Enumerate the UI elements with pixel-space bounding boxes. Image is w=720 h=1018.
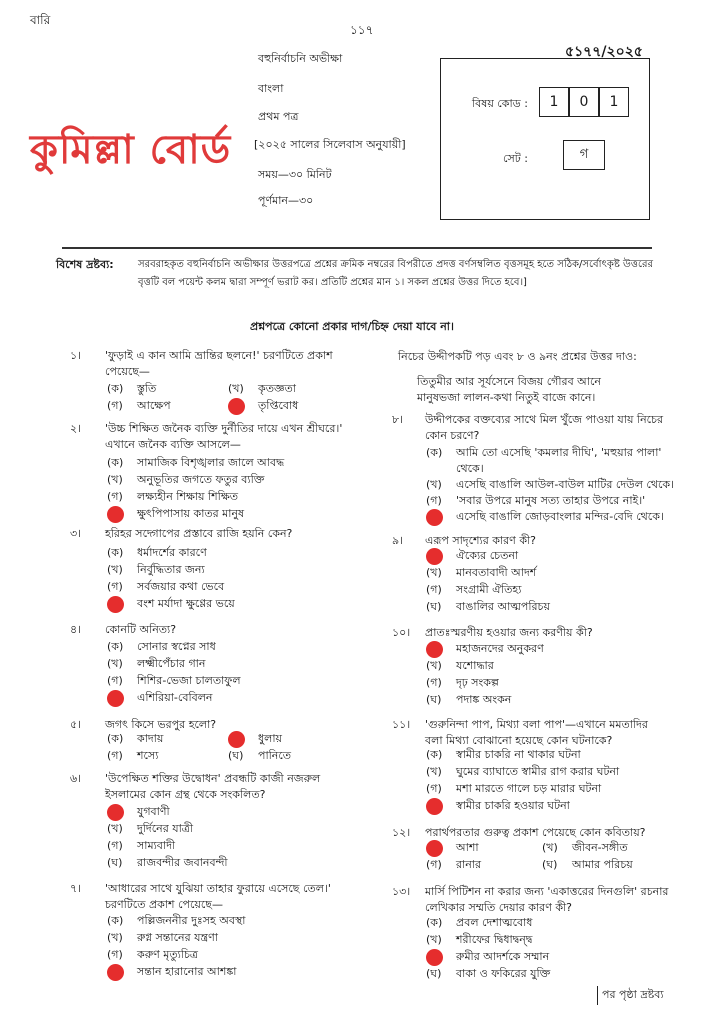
answer-option	[107, 397, 171, 416]
option-letter: (ঘ)	[542, 858, 558, 871]
corner-label: বারি	[30, 13, 51, 27]
filled-answer-bubble	[228, 398, 245, 415]
option-text: সংগ্রামী ঐতিহ্য	[456, 583, 522, 596]
filled-answer-bubble	[107, 596, 124, 613]
option-letter: (ক)	[107, 456, 124, 469]
full-marks: পূর্ণমান—৩০	[258, 194, 314, 207]
option-text: শরীফের দ্বিধাদ্বন্দ্ব	[456, 933, 533, 946]
option-letter: (গ)	[107, 580, 123, 593]
question-stem: জগৎ কিসে ভরপুর হলো?	[105, 718, 217, 731]
option-letter: (খ)	[107, 822, 123, 835]
question-number: ৫।	[70, 718, 82, 731]
option-text: ঘুমের ব্যাঘাতে স্বামীর রাগ করার ঘটনা	[456, 765, 620, 778]
filled-answer-bubble	[426, 509, 443, 526]
option-text: কাদায়	[137, 732, 164, 745]
option-letter: (ঘ)	[228, 749, 244, 762]
option-text: আশা	[456, 841, 479, 854]
question-stem-continued: এখানে জনৈক ব্যক্তি আসলে—	[105, 438, 241, 451]
option-text: শিশির-ভেজা চালতাফুল	[137, 674, 241, 687]
time: সময়—৩০ মিনিট	[258, 168, 332, 181]
option-text: ধুলায়	[258, 732, 283, 745]
option-letter: (গ)	[107, 839, 123, 852]
option-letter: (গ)	[107, 674, 123, 687]
answer-option	[426, 797, 570, 816]
option-letter: (খ)	[426, 566, 442, 579]
option-text: কৃতজ্ঞতা	[258, 382, 296, 395]
answer-option	[107, 963, 236, 982]
option-text: থেকে।	[456, 462, 484, 475]
option-letter: (ক)	[107, 382, 124, 395]
option-letter: (গ)	[107, 749, 123, 762]
syllabus: [২০২৫ সালের সিলেবাস অনুযায়ী]	[254, 138, 406, 151]
option-letter: (খ)	[426, 933, 442, 946]
next-page-note: পর পৃষ্ঠা দ্রষ্টব্য	[597, 986, 664, 1005]
option-text: এশিরিয়া-বেবিলন	[137, 691, 213, 704]
option-letter: (ঘ)	[107, 856, 123, 869]
option-text: ক্ষুৎপিপাসায় কাতর মানুষ	[137, 507, 245, 520]
question-number: ১১।	[392, 718, 411, 731]
option-text: রানার	[456, 858, 482, 871]
question-stem: 'ফুড়াই এ কান আমি ভ্রান্তির ছলনে!' চরণটিতে প্রকাশ	[105, 349, 333, 362]
question-stem-continued: চরণটিতে প্রকাশ পেয়েছে—	[105, 898, 223, 911]
option-letter: (খ)	[228, 382, 244, 395]
option-letter: (ক)	[107, 914, 124, 927]
option-text: প্রবল দেশাত্মবোধ	[456, 916, 533, 929]
option-text: বাঙালির আত্মপরিচয়	[456, 600, 550, 613]
option-text: পল্লিজননীর দুঃসহ অবস্থা	[137, 914, 246, 927]
set-label: সেট :	[503, 152, 528, 165]
board-title: কুমিল্লা বোর্ড	[30, 127, 232, 173]
question-number: ৪।	[70, 623, 82, 636]
question-stem: 'উপেক্ষিত শক্তির উদ্বোধন' প্রবন্ধটি কাজী নজরুল	[105, 772, 321, 785]
option-letter: (খ)	[426, 478, 442, 491]
option-letter: (ঘ)	[426, 967, 442, 980]
subject-code-label: বিষয় কোড :	[472, 97, 528, 110]
option-text: মানবতাবাদী আদর্শ	[456, 566, 537, 579]
option-text: ধর্মাদর্শের কারণে	[137, 546, 207, 559]
answer-option	[228, 747, 291, 766]
question-number: ৬।	[70, 772, 82, 785]
option-text: করুণ মৃত্যুচিত্র	[137, 948, 199, 961]
question-stem: পরার্থপরতার গুরুত্ব প্রকাশ পেয়েছে কোন কবিতায়?	[425, 826, 646, 839]
option-letter: (ক)	[107, 546, 124, 559]
question-stem: 'আধারের সাথে যুঝিয়া তাহার ফুরায়ে এসেছে তেল।'	[105, 882, 331, 895]
option-text: রাজবন্দীর জবানবন্দী	[137, 856, 228, 869]
filled-answer-bubble	[426, 949, 443, 966]
option-letter: (গ)	[107, 948, 123, 961]
question-stem-continued: বলা মিথ্যা বোঝানো হয়েছে কোন ঘটনাকে?	[425, 734, 613, 747]
answer-option	[107, 854, 228, 873]
option-text: সর্বজয়ার কথা ভেবে	[137, 580, 225, 593]
option-text: মহাজনদের অনুকরণ	[456, 642, 544, 655]
answer-option	[426, 856, 481, 875]
filled-answer-bubble	[426, 641, 443, 658]
question-stem: এরূপ সাদৃশ্যের কারণ কী?	[425, 534, 537, 547]
answer-option	[228, 397, 298, 416]
option-text: লক্ষ্যহীন শিক্ষায় শিক্ষিত	[137, 490, 238, 503]
option-letter: (খ)	[107, 473, 123, 486]
option-letter: (ক)	[426, 446, 443, 459]
answer-option	[542, 856, 633, 875]
question-stem: 'গুরুনিন্দা পাপ, মিথ্যা বলা পাপ'—এখানে মমতাদির	[425, 718, 648, 731]
question-stem: কোনটি অনিত্য?	[105, 623, 177, 636]
option-letter: (ক)	[426, 748, 443, 761]
option-letter: (গ)	[426, 782, 442, 795]
question-stem-continued: লেখিকার সম্মতি দেয়ার কারণ কী?	[425, 901, 573, 914]
subject-code-digit-3: 1	[599, 87, 629, 117]
no-mark-warning: প্রশ্নপত্রে কোনো প্রকার দাগ/চিহ্ন দেয়া যাবে না।	[250, 320, 454, 333]
option-text: জীবন-সঙ্গীত	[572, 841, 628, 854]
option-letter: (ক)	[426, 916, 443, 929]
option-text: স্বামীর চাকরি না থাকার ঘটনা	[456, 748, 581, 761]
option-text: স্তুতি	[137, 382, 157, 395]
code-box	[440, 58, 650, 220]
option-text: শস্যে	[137, 749, 159, 762]
option-letter: (খ)	[107, 563, 123, 576]
option-text: রুমীর আদর্শকে সম্মান	[456, 950, 550, 963]
option-text: পদাঙ্ক অংকন	[456, 693, 512, 706]
option-letter: (ক)	[107, 732, 124, 745]
option-text: স্বামীর চাকরি হওয়ার ঘটনা	[456, 799, 570, 812]
option-text: যুগবাণী	[137, 805, 170, 818]
option-text: রুগ্ন সন্তানের যন্ত্রণা	[137, 931, 218, 944]
option-letter: (খ)	[107, 657, 123, 670]
option-letter: (খ)	[542, 841, 558, 854]
subject-code-digit-1: 1	[539, 87, 569, 117]
passage-intro: নিচের উদ্দীপকটি পড় এবং ৮ ও ৯নং প্রশ্নের উত্তর দাও:	[398, 350, 637, 363]
question-number: ১২।	[392, 826, 411, 839]
question-stem-continued: ইসলামের কোন গ্রন্থ থেকে সংকলিত?	[105, 788, 266, 801]
option-text: বাকা ও ফকিরের যুক্তি	[456, 967, 551, 980]
question-stem: প্রাতঃস্মরণীয় হওয়ার জন্য করণীয় কী?	[425, 626, 593, 639]
question-number: ১০।	[392, 626, 411, 639]
subject-code-digit-2: 0	[569, 87, 599, 117]
option-text: পানিতে	[258, 749, 292, 762]
option-letter: (খ)	[426, 765, 442, 778]
option-text: মশা মারতে গালে চড় মারার ঘটনা	[456, 782, 602, 795]
passage-line-2: মানুষভজা লালন-কথা নিতুই বাজে কানে।	[417, 391, 596, 404]
answer-option	[107, 747, 158, 766]
question-number: ৮।	[392, 413, 404, 426]
option-text: সোনার স্বপ্নের সাধ	[137, 640, 216, 653]
option-text: যশোদ্ধার	[456, 659, 494, 672]
exam-type: বহুনির্বাচনি অভীক্ষা	[258, 52, 343, 65]
option-text: লক্ষ্মীপেঁচার গান	[137, 657, 206, 670]
filled-answer-bubble	[107, 506, 124, 523]
option-letter: (গ)	[426, 583, 442, 596]
option-text: সাম্যবাদী	[137, 839, 175, 852]
option-text: ঐক্যের চেতনা	[456, 549, 519, 562]
filled-answer-bubble	[107, 964, 124, 981]
option-text: আক্ষেপ	[137, 399, 171, 412]
question-stem: মার্সি পিটিশন না করার জন্য 'একাত্তরের দিনগুলি' রচনার	[425, 885, 669, 898]
answer-option	[426, 508, 664, 527]
passage-line-1: তিতুমীর আর সূর্যসেনে বিজয় গৌরব আনে	[417, 375, 602, 388]
question-stem: উদ্দীপকের বক্তব্যের সাথে মিল খুঁজে পাওয়া যায় নিচের	[425, 413, 664, 426]
question-number: ৩।	[70, 527, 82, 540]
question-stem-continued: পেয়েছে—	[105, 365, 150, 378]
question-number: ৭।	[70, 882, 82, 895]
option-text: এসেছি বাঙালি আউল-বাউল মাটির দেউল থেকে।	[456, 478, 675, 491]
option-letter: (গ)	[426, 858, 442, 871]
question-number: ১৩।	[392, 885, 411, 898]
answer-option	[426, 965, 550, 984]
set-value: গ	[563, 140, 605, 170]
question-number: ১।	[70, 349, 82, 362]
instruction-label: বিশেষ দ্রষ্টব্য:	[56, 258, 114, 271]
answer-option	[426, 691, 511, 710]
filled-answer-bubble	[107, 804, 124, 821]
page-number: ১১৭	[350, 23, 374, 37]
option-letter: (ক)	[107, 640, 124, 653]
option-letter: (গ)	[107, 490, 123, 503]
filled-answer-bubble	[426, 798, 443, 815]
option-text: দুর্দিনের যাত্রী	[137, 822, 193, 835]
option-text: আমার পরিচয়	[572, 858, 633, 871]
question-stem: 'উচ্চ শিক্ষিত জনৈক ব্যক্তি দুর্নীতির দায়ে এখন শ্রীঘরে।'	[105, 422, 343, 435]
exam-code: ৫১৭৭/২০২৫	[565, 44, 643, 60]
option-letter: (গ)	[107, 399, 123, 412]
paper: প্রথম পত্র	[258, 110, 299, 123]
option-letter: (খ)	[107, 931, 123, 944]
option-letter: (খ)	[426, 659, 442, 672]
option-letter: (ঘ)	[426, 693, 442, 706]
option-text: বংশ মর্যাদা ক্ষুণ্ণের ভয়ে	[137, 597, 235, 610]
option-letter: (ঘ)	[426, 600, 442, 613]
question-number: ২।	[70, 422, 82, 435]
filled-answer-bubble	[228, 731, 245, 748]
instruction-text: সরবরাহকৃত বহুনির্বাচনি অভীক্ষার উত্তরপত্রে প্রশ্নের ক্রমিক নম্বরের বিপরীতে প্রদত্ত বর্ণসম্বলিত বৃত্তসমূহ হতে সঠিক/সর্বোৎকৃষ্ট উত্তরের বৃত্তটি বল পয়েন্ট কলম দ্বারা সম্পূর্ণ ভরাট কর। প্রতিটি প্রশ্নের মান ১। সকল প্রশ্নের উত্তর দিতে হবে।]	[138, 259, 653, 288]
question-number: ৯।	[392, 534, 404, 547]
filled-answer-bubble	[426, 548, 443, 565]
option-text: 'সবার উপরে মানুষ সত্য তাহার উপরে নাই।'	[456, 494, 646, 507]
option-text: আমি তো এসেছি 'কমলার দীঘি', 'মহুয়ার পালা'	[456, 446, 662, 459]
option-letter: (গ)	[426, 494, 442, 507]
header-divider	[62, 247, 652, 249]
option-text: দৃঢ় সংকল্প	[456, 676, 499, 689]
subject: বাংলা	[258, 82, 284, 95]
answer-option	[107, 595, 235, 614]
option-text: এসেছি বাঙালি জোড়বাংলার মন্দির-বেদি থেকে।	[456, 510, 664, 523]
answer-option	[107, 689, 212, 708]
option-text: নির্বুদ্ধিতার জন্য	[137, 563, 205, 576]
question-stem: হরিহর সদ্গোপের প্রস্তাবে রাজি হয়নি কেন?	[105, 527, 293, 540]
filled-answer-bubble	[107, 690, 124, 707]
option-text: সন্তান হারানোর আশঙ্কা	[137, 965, 237, 978]
question-stem-continued: কোন চরণে?	[425, 429, 480, 442]
option-letter: (গ)	[426, 676, 442, 689]
option-text: তৃপ্তিবোধ	[258, 399, 299, 412]
answer-option	[107, 505, 244, 524]
filled-answer-bubble	[426, 840, 443, 857]
option-text: অনুভূতির জগতে ফতুর ব্যক্তি	[137, 473, 265, 486]
answer-option	[426, 598, 550, 617]
option-text: সামাজিক বিশৃঙ্খলার জালে আবদ্ধ	[137, 456, 285, 469]
